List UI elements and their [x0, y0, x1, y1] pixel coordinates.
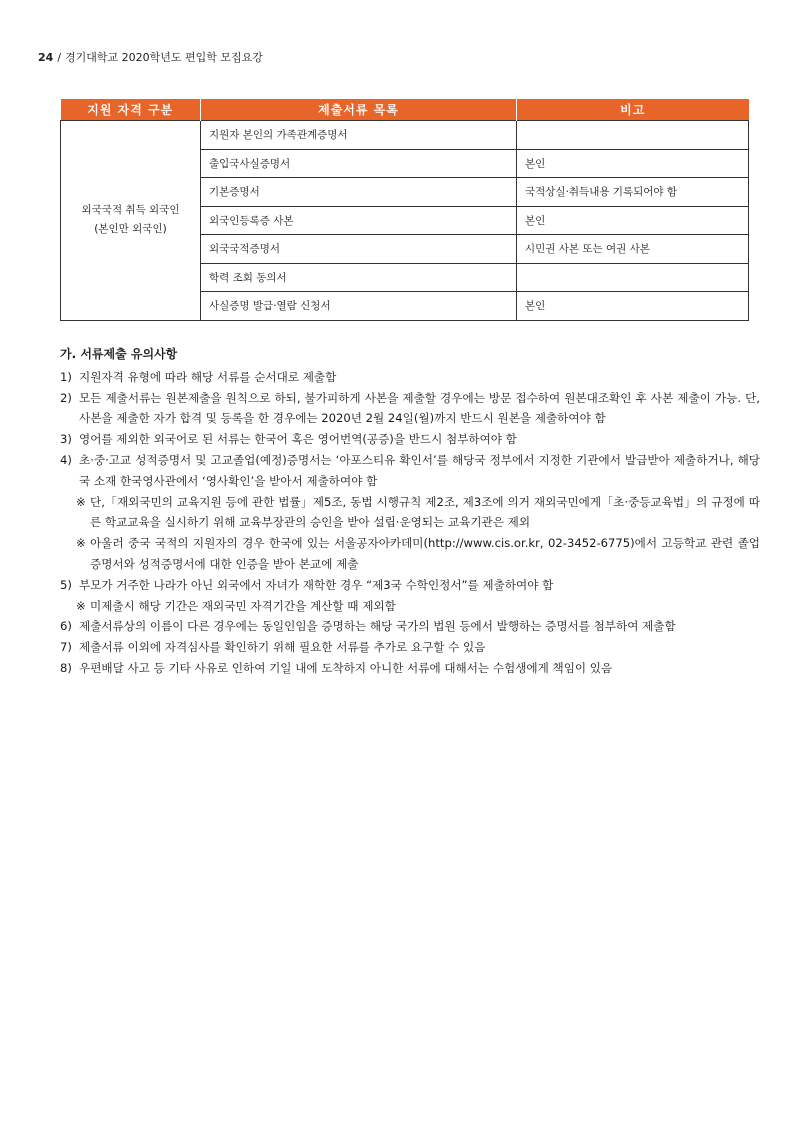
document-cell: 외국국적증명서	[201, 235, 517, 264]
column-header-documents: 제출서류 목록	[201, 99, 517, 121]
document-cell: 외국인등록증 사본	[201, 206, 517, 235]
item-number: 4)	[60, 452, 72, 467]
note-item	[60, 533, 760, 575]
note-item	[60, 492, 760, 534]
remark-cell: 본인	[517, 149, 749, 178]
document-cell: 학력 조회 동의서	[201, 263, 517, 292]
document-cell: 기본증명서	[201, 178, 517, 207]
submission-notes-section	[60, 344, 760, 679]
item-text: 지원자격 유형에 따라 해당 서류를 순서대로 제출함	[79, 369, 337, 384]
item-text: 영어를 제외한 외국어로 된 서류는 한국어 혹은 영어번역(공증)을 반드시 첨부하여야 함	[79, 432, 517, 447]
item-number: 7)	[60, 640, 72, 655]
item-number: 1)	[60, 369, 72, 384]
qualification-cell	[61, 121, 201, 321]
note-item	[60, 596, 760, 617]
remark-cell: 국적상실·취득내용 기록되어야 함	[517, 178, 749, 207]
item-text: 모든 제출서류는 원본제출을 원칙으로 하되, 불가피하게 사본을 제출할 경우에는 방문 접수하여 원본대조확인 후 사본 제출이 가능. 단, 사본을 제출한 자가 합격 및 등록을 한 경우에는 2020년 2월 24일(월)까지 반드시 원본을 제출하여야 함	[79, 390, 760, 426]
item-text: 제출서류상의 이름이 다른 경우에는 동일인임을 증명하는 해당 국가의 법원 등에서 발행하는 증명서를 첨부하여 제출함	[79, 619, 676, 634]
page-number: 24	[38, 51, 54, 64]
column-header-qualification: 지원 자격 구분	[61, 99, 201, 121]
list-item	[60, 637, 760, 658]
note-mark: ※	[76, 536, 86, 551]
list-item	[60, 450, 760, 492]
item-text: 제출서류 이외에 자격심사를 확인하기 위해 필요한 서류를 추가로 요구할 수 있음	[79, 640, 486, 655]
list-item	[60, 388, 760, 430]
list-item	[60, 658, 760, 679]
note-text: 미제출시 해당 기간은 재외국민 자격기간을 계산할 때 제외함	[90, 598, 396, 613]
note-text: 단,「재외국민의 교육지원 등에 관한 법률」제5조, 동법 시행규칙 제2조, 제3조에 의거 재외국민에게「초·중등교육법」의 규정에 따른 학교교육을 실시하기 위해 교육부장관의 승인을 받아 설립·운영되는 교육기관은 제외	[90, 494, 760, 530]
item-number: 2)	[60, 390, 72, 405]
list-item	[60, 616, 760, 637]
remark-cell	[517, 263, 749, 292]
item-number: 5)	[60, 577, 72, 592]
list-item	[60, 429, 760, 450]
column-header-remarks: 비고	[517, 99, 749, 121]
document-cell: 출입국사실증명서	[201, 149, 517, 178]
qualification-line: (본인만 외국인)	[94, 223, 167, 236]
item-number: 3)	[60, 432, 72, 447]
document-cell: 사실증명 발급·열람 신청서	[201, 292, 517, 321]
note-mark: ※	[76, 494, 86, 509]
remark-cell: 본인	[517, 206, 749, 235]
table-header-row	[61, 99, 749, 121]
item-number: 6)	[60, 619, 72, 634]
list-item	[60, 575, 760, 596]
qualification-line: 외국국적 취득 외국인	[81, 204, 180, 217]
table-row	[61, 121, 749, 150]
documents-table	[60, 99, 749, 321]
list-item	[60, 367, 760, 388]
page-header	[38, 49, 263, 65]
remark-cell	[517, 121, 749, 150]
remark-cell: 본인	[517, 292, 749, 321]
section-title: 가. 서류제출 유의사항	[60, 347, 178, 361]
item-number: 8)	[60, 660, 72, 675]
item-text: 부모가 거주한 나라가 아닌 외국에서 자녀가 재학한 경우 “제3국 수학인정서”를 제출하여야 함	[79, 577, 554, 592]
item-text: 초·중·고교 성적증명서 및 고교졸업(예정)증명서는 ‘아포스티유 확인서’를 해당국 정부에서 지정한 기관에서 발급받아 제출하거나, 해당국 소재 한국영사관에서 ‘영사확인’을 받아서 제출하여야 함	[79, 452, 760, 488]
document-title: 경기대학교 2020학년도 편입학 모집요강	[65, 51, 263, 64]
note-text: 아울러 중국 국적의 지원자의 경우 한국에 있는 서울공자아카데미(http://www.cis.or.kr, 02-3452-6775)에서 고등학교 관련 졸업증명서와 성적증명서에 대한 인증을 받아 본교에 제출	[90, 536, 760, 571]
header-separator: /	[57, 51, 62, 64]
document-cell: 지원자 본인의 가족관계증명서	[201, 121, 517, 150]
item-text: 우편배달 사고 등 기타 사유로 인하여 기일 내에 도착하지 아니한 서류에 대해서는 수험생에게 책임이 있음	[79, 660, 613, 675]
note-mark: ※	[76, 598, 86, 613]
remark-cell: 시민권 사본 또는 여권 사본	[517, 235, 749, 264]
